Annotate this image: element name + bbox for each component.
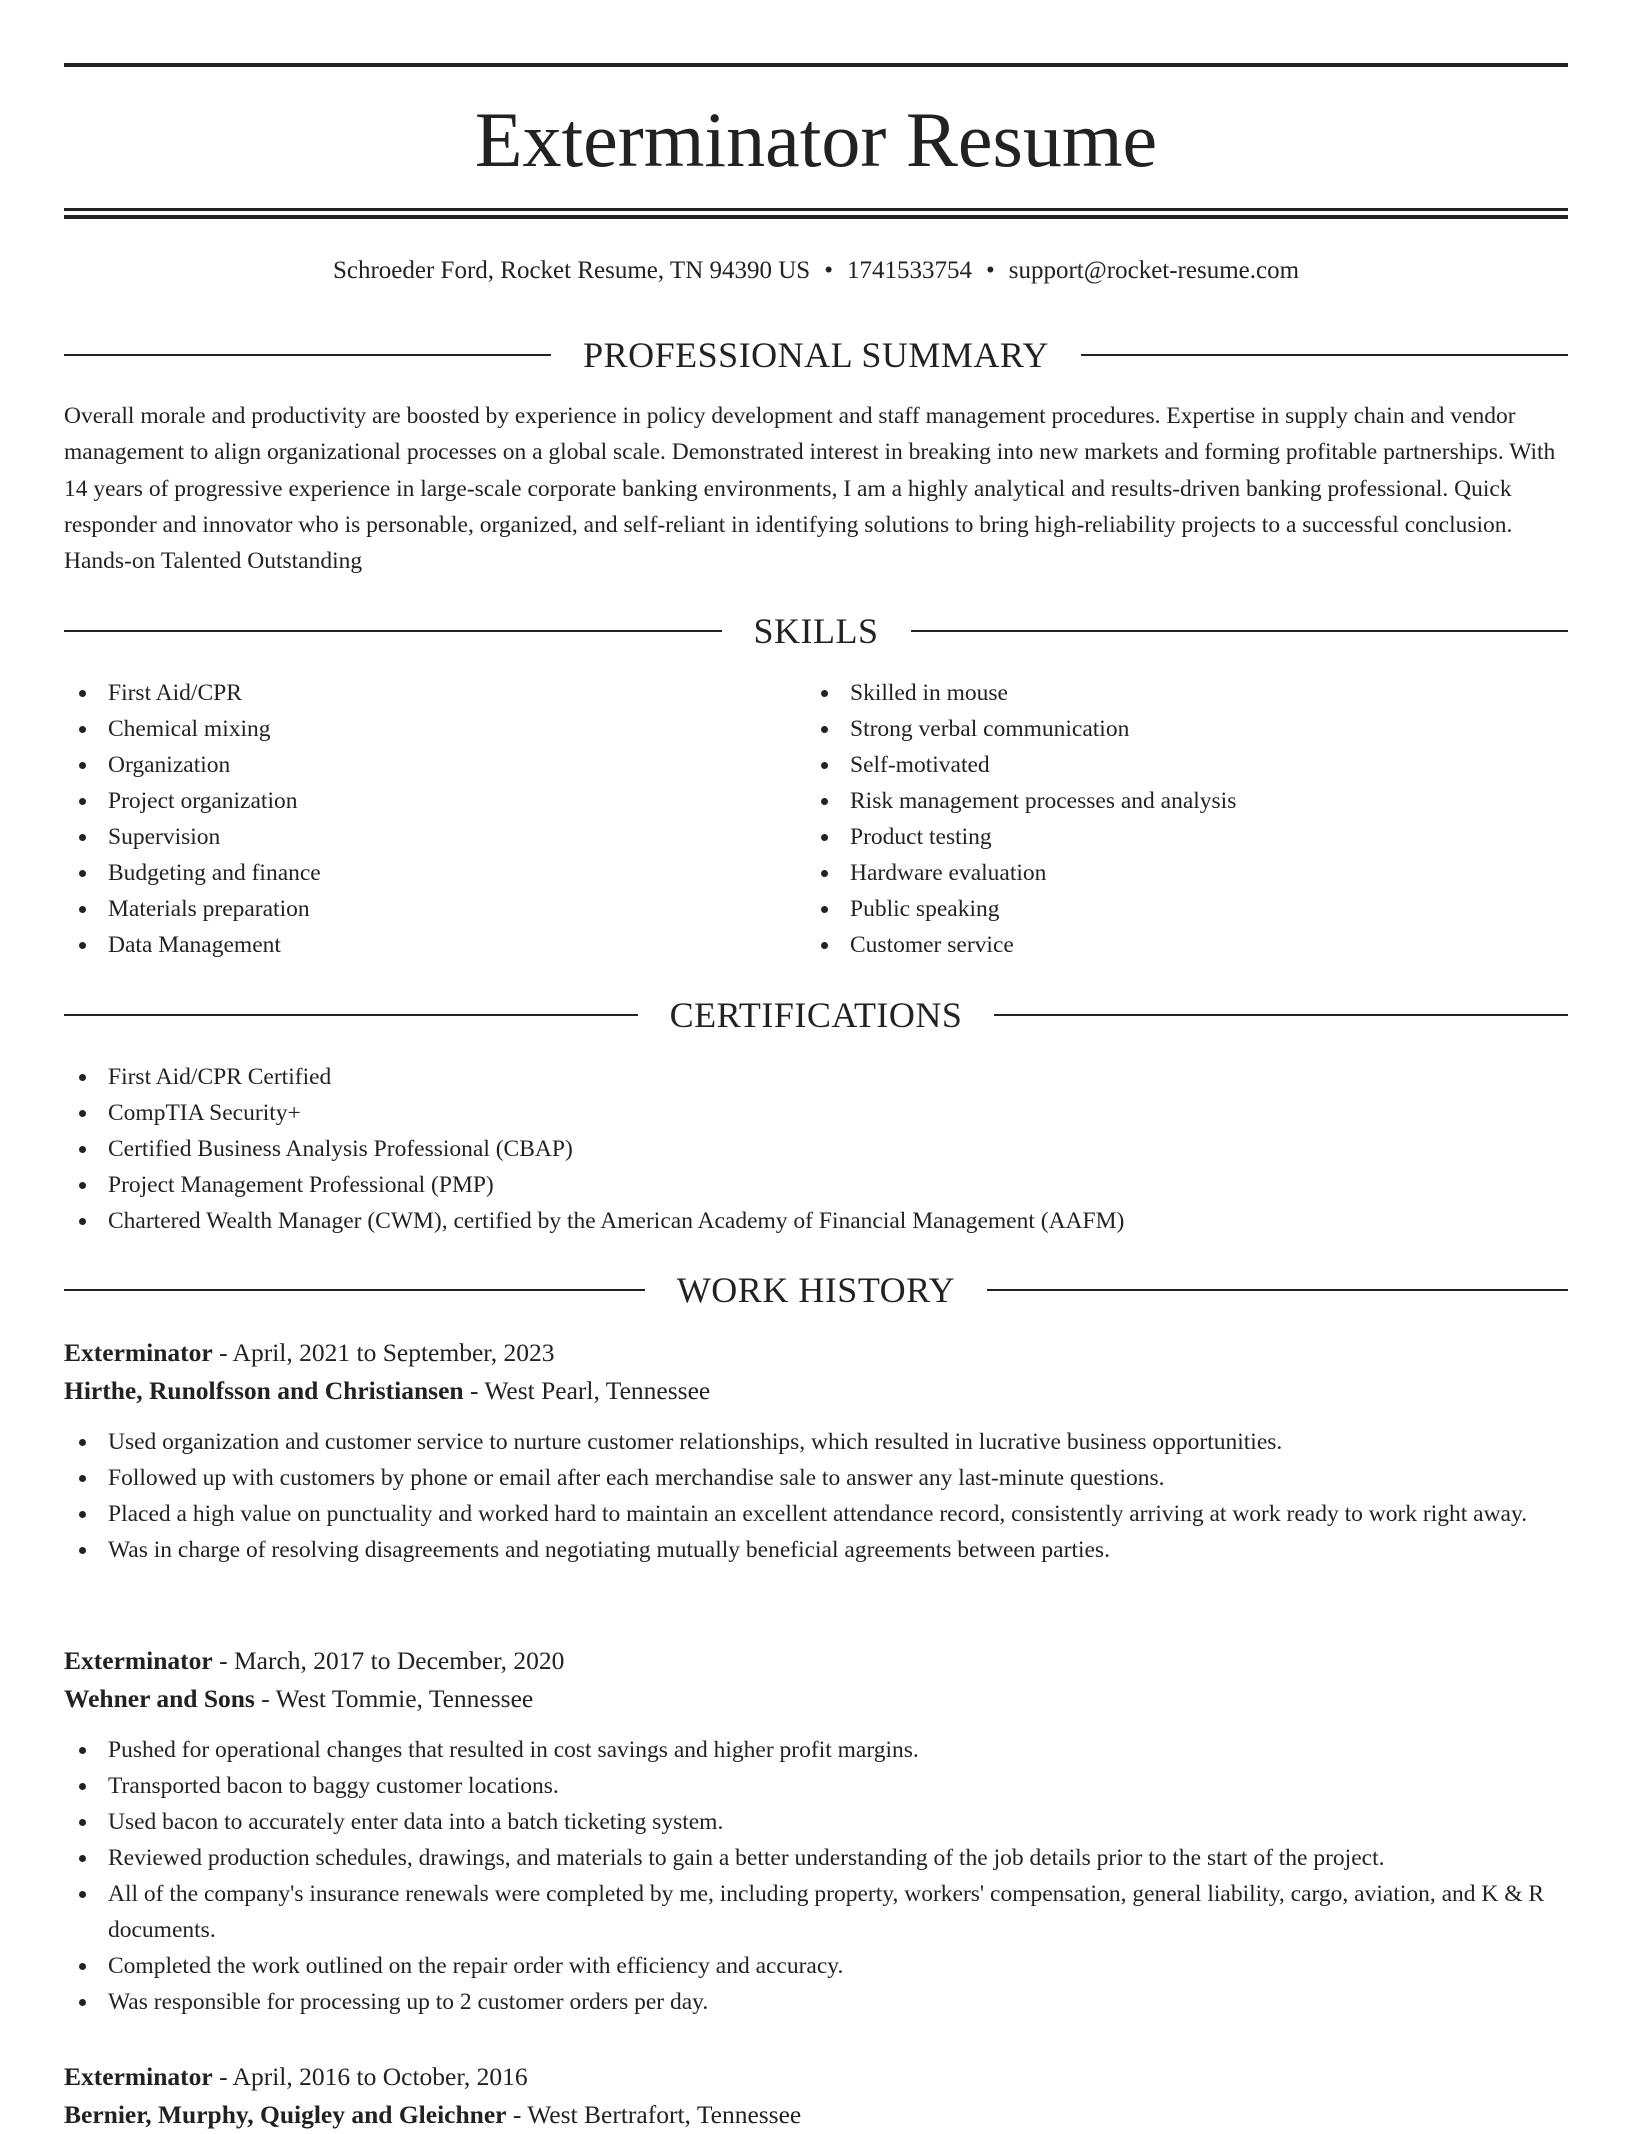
certifications-list (64, 1059, 1568, 1239)
skill-item: Strong verbal communication (806, 711, 1568, 747)
job-title-line (64, 1642, 1568, 1680)
skill-item: Customer service (806, 927, 1568, 963)
certifications-section-heading (64, 993, 1568, 1037)
job-entry (64, 1642, 1568, 2020)
job-entry (64, 2058, 1568, 2134)
job-title-line (64, 1334, 1568, 1372)
certification-item: Project Management Professional (PMP) (64, 1167, 1568, 1203)
job-location: - West Tommie, Tennessee (254, 1684, 534, 1713)
title-rule-lower (64, 215, 1568, 219)
section-rule (64, 630, 722, 632)
section-rule (987, 1289, 1568, 1291)
contact-address: Schroeder Ford, Rocket Resume, TN 94390 US (332, 257, 811, 284)
job-duty: Used bacon to accurately enter data into a batch ticketing system. (64, 1804, 1568, 1840)
job-duty: Used organization and customer service to nurture customer relationships, which resulted in lucrative business opportunities. (64, 1424, 1568, 1460)
job-duty: Transported bacon to baggy customer locations. (64, 1768, 1568, 1804)
job-company-line (64, 1680, 1568, 1718)
section-title: SKILLS (753, 611, 879, 651)
section-title: CERTIFICATIONS (669, 995, 963, 1035)
title-rule-upper (64, 208, 1568, 211)
job-duty: Completed the work outlined on the repair order with efficiency and accuracy. (64, 1948, 1568, 1984)
skill-item: Public speaking (806, 891, 1568, 927)
skill-item: First Aid/CPR (64, 675, 804, 711)
section-rule (64, 1014, 638, 1016)
skill-item: Data Management (64, 927, 804, 963)
job-duty: All of the company's insurance renewals were completed by me, including property, workers' compensation, general liability, cargo, aviation, and K & R documents. (64, 1876, 1568, 1948)
job-company: Wehner and Sons (64, 1684, 255, 1713)
job-dates: - March, 2017 to December, 2020 (212, 1646, 565, 1675)
top-rule (64, 63, 1568, 67)
job-duty: Followed up with customers by phone or email after each merchandise sale to answer any last-minute questions. (64, 1460, 1568, 1496)
job-company-line (64, 2096, 1568, 2134)
job-role: Exterminator (64, 1646, 213, 1675)
skill-item: Budgeting and finance (64, 855, 804, 891)
skill-item: Product testing (806, 819, 1568, 855)
section-rule (1081, 354, 1568, 356)
section-rule (64, 354, 551, 356)
job-duty: Placed a high value on punctuality and worked hard to maintain an excellent attendance record, consistently arriving at work ready to work right away. (64, 1496, 1568, 1532)
job-company: Hirthe, Runolfsson and Christiansen (64, 1376, 464, 1405)
skill-item: Hardware evaluation (806, 855, 1568, 891)
skill-item: Organization (64, 747, 804, 783)
contact-separator: • (985, 257, 995, 284)
job-company: Bernier, Murphy, Quigley and Gleichner (64, 2100, 507, 2129)
skill-item: Materials preparation (64, 891, 804, 927)
job-duty: Was in charge of resolving disagreements and negotiating mutually beneficial agreements between parties. (64, 1532, 1568, 1568)
job-duty: Pushed for operational changes that resulted in cost savings and higher profit margins. (64, 1732, 1568, 1768)
certification-item: Certified Business Analysis Professional (CBAP) (64, 1131, 1568, 1167)
contact-email: support@rocket-resume.com (1008, 257, 1300, 284)
section-title: PROFESSIONAL SUMMARY (583, 335, 1049, 375)
skill-item: Risk management processes and analysis (806, 783, 1568, 819)
job-role: Exterminator (64, 1338, 213, 1367)
job-duties-list (64, 1424, 1568, 1568)
skill-item: Supervision (64, 819, 804, 855)
contact-separator: • (824, 257, 833, 284)
job-company-line (64, 1372, 1568, 1410)
summary-section-heading (64, 333, 1568, 377)
job-location: - West Bertrafort, Tennessee (506, 2100, 802, 2129)
page-title: Exterminator Resume (474, 96, 1158, 183)
skill-item: Skilled in mouse (806, 675, 1568, 711)
skills-list-right (806, 675, 1568, 963)
work-history-section-heading (64, 1268, 1568, 1312)
section-rule (994, 1014, 1568, 1016)
job-title-line (64, 2058, 1568, 2096)
skill-item: Chemical mixing (64, 711, 804, 747)
job-duty: Reviewed production schedules, drawings, and materials to gain a better understanding of the job details prior to the start of the project. (64, 1840, 1568, 1876)
skills-list-left (64, 675, 804, 963)
job-duty: Was responsible for processing up to 2 customer orders per day. (64, 1984, 1568, 2020)
skills-section-heading (64, 609, 1568, 653)
job-entry (64, 1334, 1568, 1568)
certification-item: CompTIA Security+ (64, 1095, 1568, 1131)
section-rule (64, 1289, 645, 1291)
job-dates: - April, 2016 to October, 2016 (212, 2062, 528, 2091)
job-dates: - April, 2021 to September, 2023 (212, 1338, 555, 1367)
contact-line (64, 254, 1568, 288)
contact-phone: 1741533754 (846, 257, 972, 284)
skill-item: Self-motivated (806, 747, 1568, 783)
job-role: Exterminator (64, 2062, 213, 2091)
job-location: - West Pearl, Tennessee (463, 1376, 711, 1405)
skill-item: Project organization (64, 783, 804, 819)
section-title: WORK HISTORY (676, 1270, 956, 1310)
certification-item: First Aid/CPR Certified (64, 1059, 1568, 1095)
section-rule (911, 630, 1569, 632)
summary-text: Overall morale and productivity are boosted by experience in policy development and staff management procedures. Expertise in supply chain and vendor management to align organizational processes on a global scale. Demonstrated interest in breaking into new markets and forming profitable partnerships. With 14 years of progressive experience in large-scale corporate banking environments, I am a highly analytical and results-driven banking professional. Quick responder and innovator who is personable, organized, and self-reliant in identifying solutions to bring high-reliability projects to a successful conclusion. Hands-on Talented Outstanding (64, 403, 1556, 575)
certification-item: Chartered Wealth Manager (CWM), certified by the American Academy of Financial Management (AAFM) (64, 1203, 1568, 1239)
job-duties-list (64, 1732, 1568, 2020)
